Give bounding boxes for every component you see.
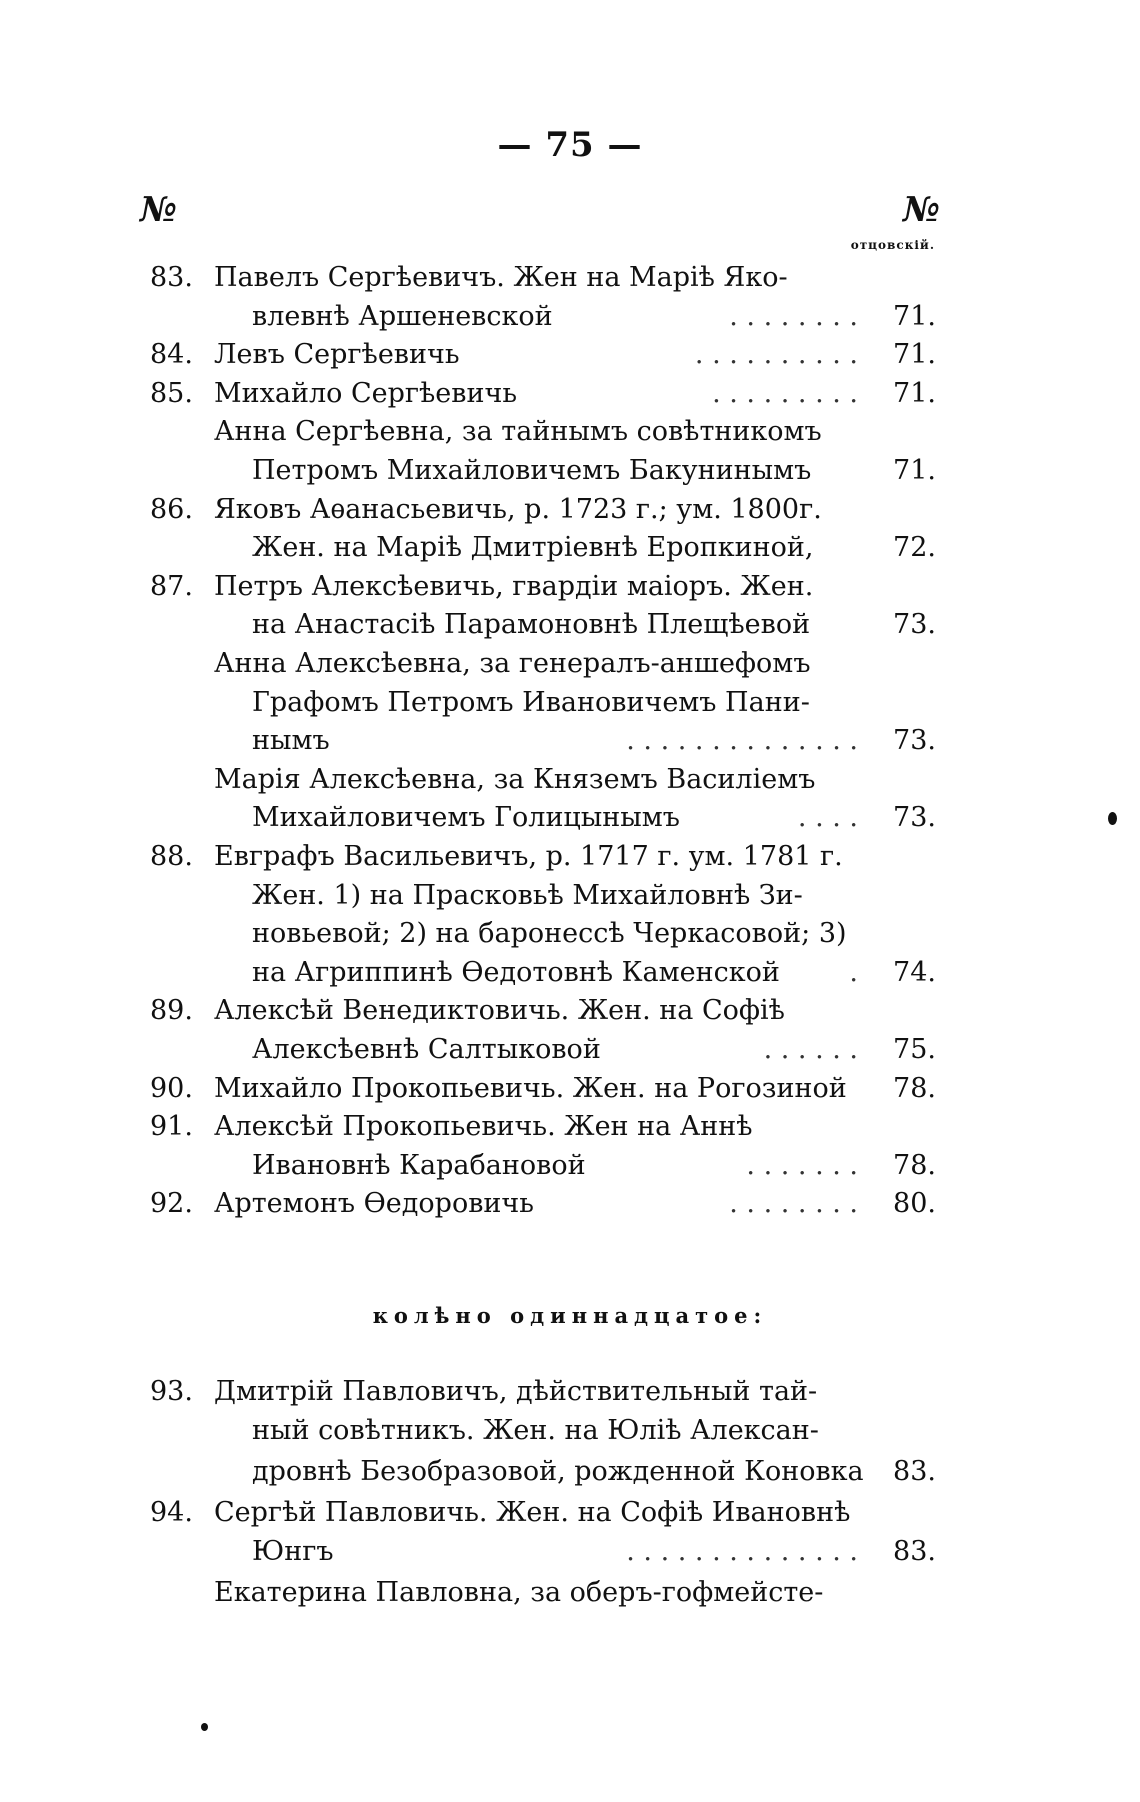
entry-line [0,837,1140,877]
entry-line [0,528,1140,568]
dot-leader [824,605,858,645]
entry-line [0,451,1140,491]
entry-line [0,1184,1140,1224]
entry-text: дровнѣ Безобразовой, рожденной Коновка [252,1456,864,1487]
entry-line [0,567,1140,607]
dot-leader [825,451,858,491]
entry-text: на Агриппинѣ Ѳедотовнѣ Каменской [252,956,780,988]
entry-text: Павелъ Сергѣевичъ. Жен на Маріѣ Яко- [214,262,788,293]
entry-line [0,335,1140,375]
entry-line [0,1452,1140,1492]
dot-leader: . . . . [797,802,858,834]
father-reference: 73. [893,609,936,641]
entry-line [0,1030,1140,1070]
entry-line [0,412,1140,452]
entry-line [0,953,1140,993]
entry-text: новьевой; 2) на баронессѣ Черкасовой; 3) [252,918,847,950]
entry-text: Левъ Сергѣевичь [214,339,460,371]
dot-leader: . . . . . . [763,1034,858,1065]
father-reference: 75. [893,1034,936,1065]
stray-ink-dot [1108,812,1117,825]
entry-text: Михайло Прокопьевичь. Жен. на Рогозиной [214,1072,847,1104]
entry-number: 87. [150,570,193,602]
entry-text: Дмитрій Павловичъ, дѣйствительный тай- [214,1376,818,1407]
dot-leader: . [849,956,858,988]
entry-text: Жен. 1) на Прасковьѣ Михайловнѣ Зи- [252,879,803,911]
entry-number: 88. [150,841,193,872]
dot-leader [827,528,858,568]
father-reference: 73. [893,725,936,757]
entry-text: Ивановнѣ Карабановой [252,1149,586,1181]
entry-line [0,721,1140,761]
entry-line [0,760,1140,800]
father-reference: 71. [893,300,936,332]
dot-leader: . . . . . . . . . . . . . . [626,1536,858,1567]
entry-line [0,1372,1140,1412]
entry-line [0,1493,1140,1533]
entry-text: на Анастасіѣ Парамоновнѣ Плещѣевой [252,609,811,641]
father-reference: 83. [893,1536,936,1567]
entry-number: 93. [150,1376,193,1407]
father-reference: 71. [893,377,936,409]
entry-number: 89. [150,995,193,1027]
entry-text: влевнѣ Аршеневской [252,300,553,332]
entry-text: нымъ [252,725,330,757]
father-reference: 73. [893,802,936,834]
father-reference: 80. [893,1188,936,1220]
entry-text: ный совѣтникъ. Жен. на Юліѣ Алексан- [252,1415,819,1446]
dot-leader: . . . . . . . . [729,1188,858,1220]
dot-leader: . . . . . . . . . . . . . . [626,725,858,757]
entry-text: Юнгъ [252,1536,334,1567]
entry-text: Екатерина Павловна, за оберъ-гофмейсте- [214,1577,824,1608]
entry-line [0,374,1140,414]
page-number: — 75 — [497,125,643,165]
entry-number: 86. [150,493,193,525]
entry-number: 90. [150,1072,193,1104]
father-reference: 71. [893,455,936,486]
entry-text: Алексѣй Венедиктовичь. Жен. на Софіѣ [214,995,785,1027]
column-header-number: № [140,190,177,230]
father-reference: 83. [893,1456,936,1487]
entry-text: Петръ Алексѣевичь, гвардіи маіоръ. Жен. [214,570,814,602]
entry-line [0,991,1140,1031]
entry-text: Петромъ Михайловичемъ Бакунинымъ [252,455,812,486]
entry-number: 94. [150,1497,193,1528]
entry-line [0,876,1140,916]
dot-leader: . . . . . . . . . [712,377,858,409]
column-header-father-number: № [903,190,940,230]
dot-leader: . . . . . . . . . . [694,339,858,371]
entry-text: Артемонъ Ѳедоровичь [214,1188,534,1220]
entry-line [0,914,1140,954]
dot-leader: . . . . . . . . [729,300,858,332]
entry-line [0,644,1140,684]
entry-line [0,798,1140,838]
entry-number: 92. [150,1188,193,1220]
entry-line [0,258,1140,298]
entry-line [0,1146,1140,1186]
entry-line [0,605,1140,645]
entry-line [0,1573,1140,1613]
entry-text: Яковъ Аѳанасьевичь, р. 1723 г.; ум. 1800г. [214,493,822,525]
entry-line [0,297,1140,337]
entry-text: Алексѣевнѣ Салтыковой [252,1034,601,1065]
entry-line [0,683,1140,723]
entry-line [0,1069,1140,1109]
entry-text: Марія Алексѣевна, за Княземъ Василіемъ [214,763,816,795]
dot-leader: . . . . . . . [746,1149,858,1181]
entry-text: Сергѣй Павловичь. Жен. на Софіѣ Ивановнѣ [214,1497,851,1528]
father-reference: 78. [893,1072,936,1104]
entry-text: Графомъ Петромъ Ивановичемъ Пани- [252,686,810,718]
stray-ink-dot [201,1723,208,1731]
father-reference: 72. [893,532,936,564]
entry-text: Михайло Сергѣевичь [214,377,518,409]
entry-text: Жен. на Маріѣ Дмитріевнѣ Еропкиной, [252,532,814,564]
father-reference: 74. [893,956,936,988]
entry-line [0,1532,1140,1572]
section-heading: колѣно одиннадцатое: [372,1303,768,1328]
entry-number: 83. [150,262,193,293]
father-reference: 78. [893,1149,936,1181]
entry-text: Михайловичемъ Голицынымъ [252,802,680,834]
entry-text: Евграфъ Васильевичъ, р. 1717 г. ум. 1781 г. [214,841,843,872]
entry-number: 91. [150,1111,193,1143]
entry-text: Алексѣй Прокопьевичь. Жен на Аннѣ [214,1111,753,1143]
entry-line [0,490,1140,530]
father-reference: 71. [893,339,936,371]
column-header-father-label: отцовскій. [850,238,935,252]
entry-line [0,1411,1140,1451]
entry-number: 85. [150,377,193,409]
entry-text: Анна Алексѣевна, за генералъ-аншефомъ [214,648,811,679]
entry-number: 84. [150,339,193,371]
entry-text: Анна Сергѣевна, за тайнымъ совѣтникомъ [214,416,822,448]
entry-line [0,1107,1140,1147]
